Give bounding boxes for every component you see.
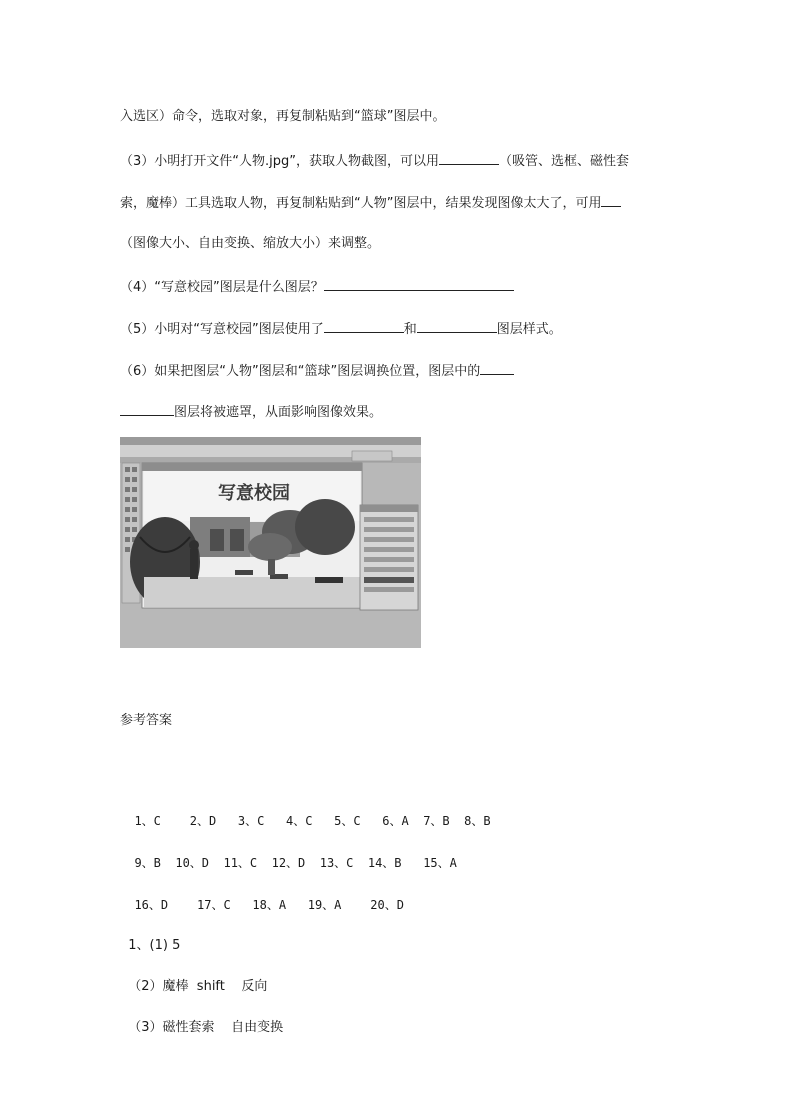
answer-row: 9、B 10、D 11、C 12、D 13、C 14、B 15、A: [134, 856, 457, 870]
canvas-title-text: 写意校园: [218, 483, 290, 504]
answer-row: （3）磁性套索 自由变换: [128, 1020, 284, 1035]
question-3-line-1: （3）小明打开文件“人物.jpg”，获取人物截图，可以用 （吸管、选框、磁性套: [120, 154, 630, 169]
answer-row: （2）魔棒 shift 反向: [128, 979, 268, 994]
photoshop-screenshot-image: [120, 437, 421, 648]
question-3-line-2: 索，魔棒）工具选取人物，再复制粘贴到“人物”图层中，结果发现图像太大了，可用: [120, 194, 621, 212]
question-4-line: （4）“写意校园”图层是什么图层？: [120, 278, 514, 296]
answer-row: 1、C 2、D 3、C 4、C 5、C 6、A 7、B 8、B: [134, 814, 491, 828]
question-6-line-2: 图层将被遮罩，从面影响图像效果。: [120, 403, 382, 421]
answer-blank: [601, 194, 621, 207]
answer-blank: [417, 320, 497, 333]
question-5-line: （5）小明对“写意校园”图层使用了 和 图层样式。: [120, 322, 562, 337]
question-3-line-3: （图像大小、自由变换、缩放大小）来调整。: [120, 236, 381, 251]
answer-blank: [324, 278, 514, 291]
answers-heading: 参考答案: [120, 713, 173, 728]
answer-blank: [480, 362, 514, 375]
answer-row: 1、(1) 5: [128, 938, 181, 953]
screenshot-graphic: [120, 437, 421, 648]
answer-blank: [439, 152, 499, 165]
answer-row: 16、D 17、C 18、A 19、A 20、D: [134, 898, 404, 912]
answer-blank: [324, 320, 404, 333]
question-text-line: 入选区）命令，选取对象，再复制粘贴到“篮球”图层中。: [120, 109, 446, 124]
question-6-line-1: （6）如果把图层“人物”图层和“篮球”图层调换位置，图层中的: [120, 362, 514, 380]
answer-blank: [120, 403, 174, 416]
